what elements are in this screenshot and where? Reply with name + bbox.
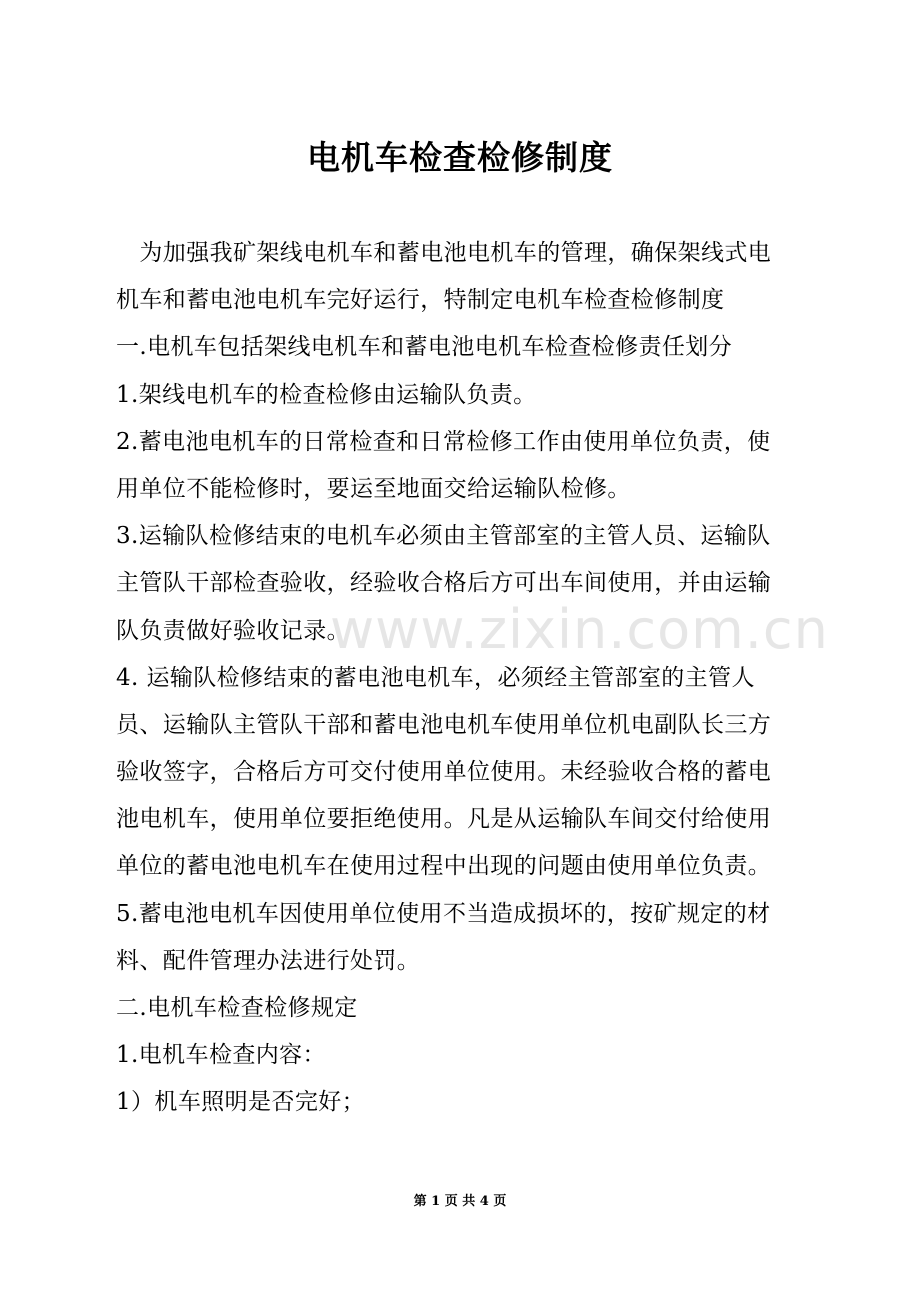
body-line: 单位的蓄电池电机车在使用过程中出现的问题由使用单位负责。 (116, 853, 772, 880)
watermark-text: www.zixin.com.cn (330, 598, 829, 661)
document-body (116, 230, 816, 1127)
page-footer: 第 1 页 共 4 页 (413, 1194, 507, 1209)
section-heading: 一.电机车包括架线电机车和蓄电池电机车检查检修责任划分 (116, 334, 733, 361)
body-line: 5.蓄电池电机车因使用单位使用不当造成损坏的，按矿规定的材 (116, 900, 771, 927)
body-line: 主管队干部检查验收，经验收合格后方可出车间使用，并由运输 (116, 570, 772, 597)
body-line: 验收签字，合格后方可交付使用单位使用。未经验收合格的蓄电 (116, 759, 772, 786)
body-line: 1.电机车检查内容： (116, 1042, 326, 1069)
body-line: 1）机车照明是否完好； (116, 1089, 366, 1116)
body-line: 为加强我矿架线电机车和蓄电池电机车的管理，确保架线式电 (116, 240, 772, 266)
body-line: 3.运输队检修结束的电机车必须由主管部室的主管人员、运输队 (116, 523, 771, 550)
body-line: 池电机车，使用单位要拒绝使用。凡是从运输队车间交付给使用 (116, 806, 772, 833)
body-line: 2.蓄电池电机车的日常检查和日常检修工作由使用单位负责，使 (116, 428, 771, 455)
body-line: 4. 运输队检修结束的蓄电池电机车，必须经主管部室的主管人 (116, 664, 755, 691)
body-line: 队负责做好验收记录。 (116, 617, 350, 644)
body-line: 料、配件管理办法进行处罚。 (116, 947, 421, 974)
body-line: 1.架线电机车的检查检修由运输队负责。 (116, 381, 537, 408)
body-line: 机车和蓄电池电机车完好运行，特制定电机车检查检修制度 (116, 287, 725, 314)
section-heading: 二.电机车检查检修规定 (116, 995, 358, 1021)
body-line: 员、运输队主管队干部和蓄电池电机车使用单位机电副队长三方 (116, 711, 772, 738)
body-line: 用单位不能检修时，要运至地面交给运输队检修。 (116, 475, 631, 502)
document-title: 电机车检查检修制度 (307, 138, 613, 177)
